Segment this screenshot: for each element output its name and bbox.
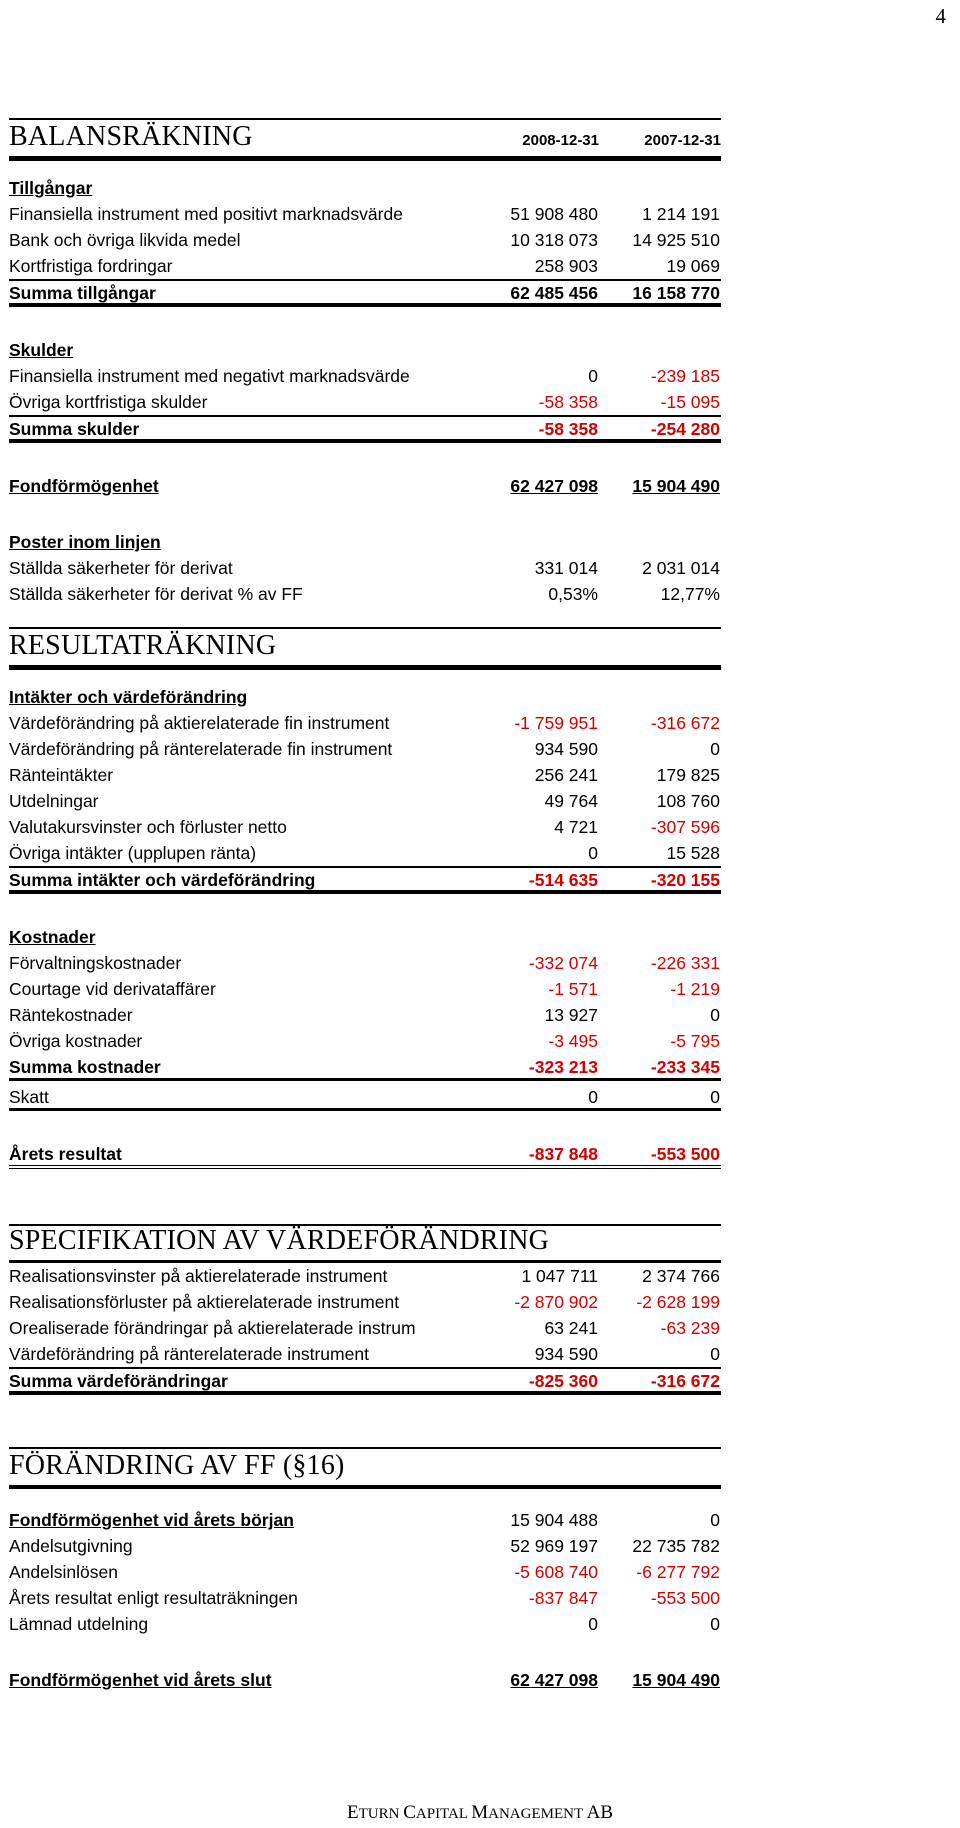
row-label: Övriga kostnader bbox=[9, 1031, 143, 1051]
table-row bbox=[9, 1585, 721, 1611]
assets-total-row bbox=[9, 279, 721, 307]
page-number: 4 bbox=[935, 4, 946, 28]
valuation-header bbox=[9, 1224, 721, 1263]
column-header-2008: 2008-12-31 bbox=[522, 132, 599, 149]
tax-row bbox=[9, 1081, 721, 1111]
value-2007: 19 069 bbox=[666, 256, 720, 276]
row-label: Kortfristiga fordringar bbox=[9, 256, 173, 276]
row-label: Realisationsförluster på aktierelaterade instrument bbox=[9, 1292, 400, 1312]
table-row bbox=[9, 1315, 721, 1341]
value-2007: -1 219 bbox=[670, 979, 720, 999]
row-label: Lämnad utdelning bbox=[9, 1614, 149, 1634]
table-row bbox=[9, 1028, 721, 1054]
row-label: Summa kostnader bbox=[9, 1057, 161, 1077]
value-2007: 0 bbox=[710, 1344, 720, 1364]
costs-heading: Kostnader bbox=[9, 927, 96, 947]
off-balance-heading: Poster inom linjen bbox=[9, 532, 161, 552]
value-2008: 934 590 bbox=[534, 739, 598, 759]
row-label: Finansiella instrument med negativt marknadsvärde bbox=[9, 366, 410, 386]
liabilities-heading-row bbox=[9, 337, 721, 363]
value-2008: -332 074 bbox=[528, 953, 598, 973]
row-label: Utdelningar bbox=[9, 791, 99, 811]
value-2007: -15 095 bbox=[660, 392, 720, 412]
value-2008: 0 bbox=[588, 1614, 598, 1634]
table-row bbox=[9, 710, 721, 736]
table-row bbox=[9, 555, 721, 581]
row-label: Räntekostnader bbox=[9, 1005, 133, 1025]
value-2007: 12,77% bbox=[660, 584, 720, 604]
result-row bbox=[9, 1141, 721, 1169]
balance-sheet-title: BALANSRÄKNING bbox=[9, 121, 253, 152]
valuation-section bbox=[9, 1224, 721, 1395]
value-2008: 62 427 098 bbox=[510, 476, 598, 496]
income-statement-header bbox=[9, 627, 721, 670]
table-row bbox=[9, 1611, 721, 1637]
liabilities-heading: Skulder bbox=[9, 340, 74, 360]
row-label: Årets resultat bbox=[9, 1144, 122, 1164]
row-label: Fondförmögenhet vid årets slut bbox=[9, 1670, 272, 1690]
liabilities-total-row bbox=[9, 415, 721, 443]
row-label: Summa tillgångar bbox=[9, 283, 156, 303]
table-row bbox=[9, 253, 721, 279]
value-2008: -5 608 740 bbox=[514, 1562, 598, 1582]
footer-letter: E bbox=[347, 1802, 359, 1823]
value-2007: 14 925 510 bbox=[632, 230, 720, 250]
table-row bbox=[9, 201, 721, 227]
value-2007: -5 795 bbox=[670, 1031, 720, 1051]
row-label: Övriga kortfristiga skulder bbox=[9, 392, 208, 412]
value-2007: -226 331 bbox=[650, 953, 720, 973]
footer-letter: C bbox=[403, 1802, 416, 1823]
table-row bbox=[9, 389, 721, 415]
fund-capital-row bbox=[9, 473, 721, 499]
value-2008: -58 358 bbox=[538, 419, 598, 439]
value-2008: -825 360 bbox=[528, 1371, 598, 1391]
value-2007: 179 825 bbox=[656, 765, 720, 785]
value-2007: 2 374 766 bbox=[642, 1266, 720, 1286]
value-2007: 2 031 014 bbox=[642, 558, 720, 578]
row-label: Bank och övriga likvida medel bbox=[9, 230, 241, 250]
column-header-2007: 2007-12-31 bbox=[644, 132, 721, 149]
table-row bbox=[9, 1289, 721, 1315]
value-2008: 934 590 bbox=[534, 1344, 598, 1364]
revenue-heading: Intäkter och värdeförändring bbox=[9, 687, 248, 707]
value-2008: 62 485 456 bbox=[510, 283, 598, 303]
valuation-title: SPECIFIKATION AV VÄRDEFÖRÄNDRING bbox=[9, 1225, 550, 1256]
row-label: Ställda säkerheter för derivat bbox=[9, 558, 233, 578]
row-label: Värdeförändring på ränterelaterade fin instrument bbox=[9, 739, 393, 759]
value-2008: -58 358 bbox=[538, 392, 598, 412]
value-2007: -553 500 bbox=[650, 1144, 720, 1164]
value-2008: 62 427 098 bbox=[510, 1670, 598, 1690]
value-2008: -837 847 bbox=[528, 1588, 598, 1608]
table-row bbox=[9, 976, 721, 1002]
row-label: Ställda säkerheter för derivat % av FF bbox=[9, 584, 303, 604]
row-label: Förvaltningskostnader bbox=[9, 953, 182, 973]
value-2007: -553 500 bbox=[650, 1588, 720, 1608]
value-2007: -239 185 bbox=[650, 366, 720, 386]
ff-change-section bbox=[9, 1447, 721, 1693]
row-label: Summa skulder bbox=[9, 419, 140, 439]
row-label: Finansiella instrument med positivt marknadsvärde bbox=[9, 204, 403, 224]
value-2008: 331 014 bbox=[534, 558, 598, 578]
value-2007: 22 735 782 bbox=[632, 1536, 720, 1556]
balance-sheet-header bbox=[9, 118, 721, 161]
value-2007: 108 760 bbox=[656, 791, 720, 811]
income-statement-title: RESULTATRÄKNING bbox=[9, 630, 277, 661]
value-2008: 0 bbox=[588, 1087, 598, 1107]
income-statement-section bbox=[9, 627, 721, 1169]
ff-opening-row bbox=[9, 1507, 721, 1533]
table-row bbox=[9, 950, 721, 976]
value-2007: 0 bbox=[710, 1005, 720, 1025]
table-row bbox=[9, 1341, 721, 1367]
balance-sheet-section bbox=[9, 118, 721, 607]
ff-closing-row bbox=[9, 1667, 721, 1693]
value-2007: -6 277 792 bbox=[636, 1562, 720, 1582]
table-row bbox=[9, 788, 721, 814]
row-label: Realisationsvinster på aktierelaterade instrument bbox=[9, 1266, 388, 1286]
value-2007: 15 528 bbox=[666, 843, 720, 863]
value-2007: 1 214 191 bbox=[642, 204, 720, 224]
row-label: Övriga intäkter (upplupen ränta) bbox=[9, 843, 257, 863]
value-2007: -63 239 bbox=[660, 1318, 720, 1338]
value-2008: -514 635 bbox=[528, 870, 598, 890]
table-row bbox=[9, 814, 721, 840]
revenue-heading-row bbox=[9, 684, 721, 710]
value-2008: 52 969 197 bbox=[510, 1536, 598, 1556]
row-label: Courtage vid derivataffärer bbox=[9, 979, 216, 999]
value-2007: 15 904 490 bbox=[632, 476, 720, 496]
value-2007: -233 345 bbox=[650, 1057, 720, 1077]
footer-letter: M bbox=[471, 1802, 489, 1823]
table-row bbox=[9, 581, 721, 607]
company-footer bbox=[0, 1802, 960, 1824]
row-label: Summa intäkter och värdeförändring bbox=[9, 870, 316, 890]
table-row bbox=[9, 1533, 721, 1559]
value-2007: -254 280 bbox=[650, 419, 720, 439]
row-label: Årets resultat enligt resultaträkningen bbox=[9, 1588, 298, 1608]
row-label: Valutakursvinster och förluster netto bbox=[9, 817, 287, 837]
row-label: Andelsinlösen bbox=[9, 1562, 118, 1582]
value-2008: 0,53% bbox=[548, 584, 598, 604]
table-row bbox=[9, 736, 721, 762]
value-2008: 4 721 bbox=[554, 817, 598, 837]
table-row bbox=[9, 762, 721, 788]
assets-heading-row bbox=[9, 175, 721, 201]
value-2008: 1 047 711 bbox=[521, 1266, 598, 1286]
row-label: Ränteintäkter bbox=[9, 765, 114, 785]
value-2008: 63 241 bbox=[544, 1318, 598, 1338]
value-2007: 0 bbox=[710, 1087, 720, 1107]
value-2008: -3 495 bbox=[548, 1031, 598, 1051]
value-2007: 0 bbox=[710, 1614, 720, 1634]
table-row bbox=[9, 1559, 721, 1585]
costs-total-row bbox=[9, 1054, 721, 1081]
value-2007: -320 155 bbox=[650, 870, 720, 890]
value-2008: -1 759 951 bbox=[514, 713, 598, 733]
value-2008: 10 318 073 bbox=[510, 230, 598, 250]
row-label: Värdeförändring på ränterelaterade instrument bbox=[9, 1344, 369, 1364]
value-2008: -1 571 bbox=[548, 979, 598, 999]
value-2008: 0 bbox=[588, 843, 598, 863]
value-2007: -307 596 bbox=[650, 817, 720, 837]
assets-heading: Tillgångar bbox=[9, 178, 93, 198]
row-label: Andelsutgivning bbox=[9, 1536, 133, 1556]
value-2008: 0 bbox=[588, 366, 598, 386]
value-2008: 13 927 bbox=[544, 1005, 598, 1025]
footer-part: APITAL bbox=[415, 1806, 472, 1822]
table-row bbox=[9, 1002, 721, 1028]
row-label: Summa värdeförändringar bbox=[9, 1371, 228, 1391]
revenue-total-row bbox=[9, 866, 721, 894]
ff-change-title: FÖRÄNDRING AV FF (§16) bbox=[9, 1450, 345, 1481]
row-label: Skatt bbox=[9, 1087, 49, 1107]
footer-part: TURN bbox=[358, 1806, 404, 1822]
value-2007: 15 904 490 bbox=[632, 1670, 720, 1690]
value-2008: 51 908 480 bbox=[510, 204, 598, 224]
value-2007: 0 bbox=[710, 739, 720, 759]
row-label: Fondförmögenhet vid årets början bbox=[9, 1510, 294, 1530]
value-2008: 49 764 bbox=[544, 791, 598, 811]
footer-part: AB bbox=[586, 1802, 613, 1823]
table-row bbox=[9, 227, 721, 253]
value-2008: 258 903 bbox=[534, 256, 598, 276]
value-2008: -837 848 bbox=[528, 1144, 598, 1164]
value-2007: -2 628 199 bbox=[636, 1292, 720, 1312]
value-2008: -2 870 902 bbox=[514, 1292, 598, 1312]
footer-part: ANAGEMENT bbox=[488, 1806, 587, 1822]
value-2007: -316 672 bbox=[650, 1371, 720, 1391]
value-2008: 15 904 488 bbox=[510, 1510, 598, 1530]
off-balance-heading-row bbox=[9, 529, 721, 555]
row-label: Fondförmögenhet bbox=[9, 476, 159, 496]
value-2008: 256 241 bbox=[534, 765, 598, 785]
table-row bbox=[9, 363, 721, 389]
table-row bbox=[9, 840, 721, 866]
value-2008: -323 213 bbox=[528, 1057, 598, 1077]
value-2007: 0 bbox=[710, 1510, 720, 1530]
row-label: Orealiserade förändringar på aktierelaterade instrum bbox=[9, 1318, 416, 1338]
row-label: Värdeförändring på aktierelaterade fin instrument bbox=[9, 713, 390, 733]
ff-change-header bbox=[9, 1447, 721, 1489]
value-2007: 16 158 770 bbox=[632, 283, 720, 303]
table-row bbox=[9, 1263, 721, 1289]
valuation-total-row bbox=[9, 1367, 721, 1395]
value-2007: -316 672 bbox=[650, 713, 720, 733]
costs-heading-row bbox=[9, 924, 721, 950]
